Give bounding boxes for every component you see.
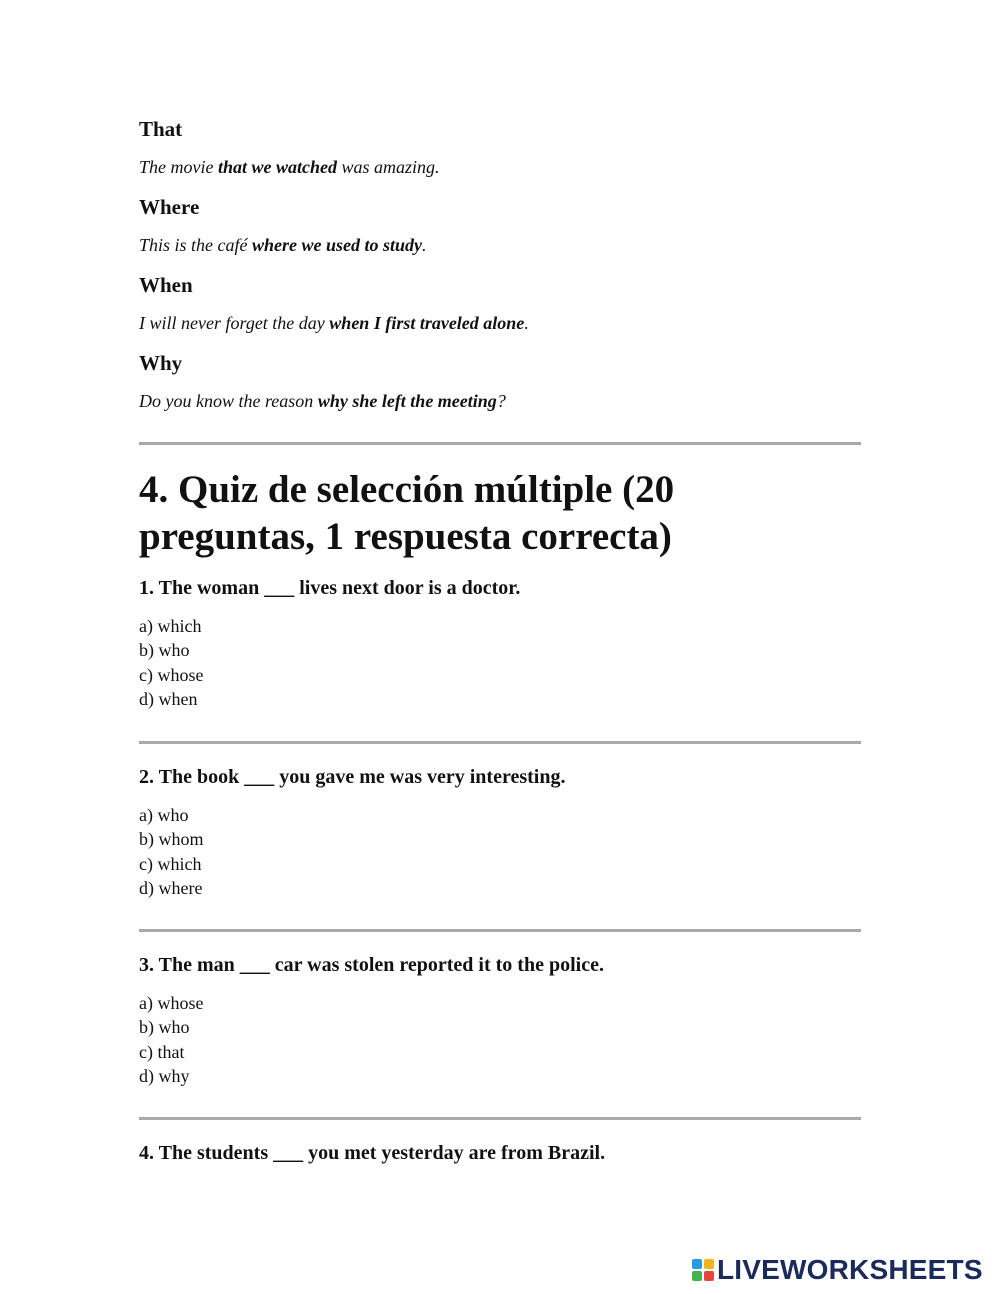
pronoun-block-why bbox=[139, 350, 861, 411]
pronoun-title: Where bbox=[139, 195, 200, 219]
question-text: 1. The woman ___ lives next door is a doctor. bbox=[139, 577, 521, 599]
question-text: 4. The students ___ you met yesterday are from Brazil. bbox=[139, 1142, 606, 1164]
answer-options bbox=[139, 614, 861, 711]
answer-options bbox=[139, 803, 861, 900]
answer-options bbox=[139, 991, 861, 1088]
answer-option[interactable]: c) that bbox=[139, 1041, 185, 1062]
logo-square-icon bbox=[704, 1259, 714, 1269]
answer-option[interactable]: b) who bbox=[139, 640, 190, 661]
answer-option[interactable]: a) whose bbox=[139, 993, 204, 1013]
pronoun-title: Why bbox=[139, 351, 183, 375]
question-text: 3. The man ___ car was stolen reported it to the police. bbox=[139, 954, 604, 976]
pronoun-example: The movie that we watched was amazing. bbox=[139, 157, 440, 177]
answer-option[interactable]: b) whom bbox=[139, 829, 204, 850]
pronoun-example: Do you know the reason why she left the meeting? bbox=[139, 391, 506, 411]
quiz-heading-line1: 4. Quiz de selección múltiple (20 bbox=[139, 468, 675, 511]
answer-option[interactable]: d) when bbox=[139, 688, 198, 709]
question-divider bbox=[139, 1117, 861, 1120]
answer-option[interactable]: d) where bbox=[139, 877, 203, 898]
quiz-question-2 bbox=[139, 765, 861, 900]
quiz-heading bbox=[139, 466, 861, 560]
question-divider bbox=[139, 741, 861, 744]
answer-option[interactable]: a) who bbox=[139, 805, 189, 825]
answer-option[interactable]: c) which bbox=[139, 853, 202, 874]
answer-option[interactable]: a) which bbox=[139, 616, 202, 636]
pronoun-example: This is the café where we used to study. bbox=[139, 235, 427, 255]
question-text: 2. The book ___ you gave me was very interesting. bbox=[139, 766, 566, 788]
section-divider bbox=[139, 442, 861, 445]
logo-square-icon bbox=[704, 1271, 714, 1281]
pronoun-block-that bbox=[139, 116, 861, 177]
answer-option[interactable]: d) why bbox=[139, 1065, 190, 1086]
logo-text: LIVEWORKSHEETS bbox=[717, 1254, 983, 1285]
pronoun-block-where bbox=[139, 194, 861, 255]
logo-square-icon bbox=[692, 1259, 702, 1269]
pronoun-title: That bbox=[139, 117, 183, 141]
logo-square-icon bbox=[692, 1271, 702, 1281]
quiz-heading-line2: preguntas, 1 respuesta correcta) bbox=[139, 515, 672, 558]
pronoun-title: When bbox=[139, 273, 193, 297]
quiz-question-1 bbox=[139, 576, 861, 711]
question-divider bbox=[139, 929, 861, 932]
liveworksheets-logo-icon bbox=[692, 1259, 714, 1281]
pronoun-example: I will never forget the day when I first traveled alone. bbox=[139, 313, 529, 333]
quiz-question-4 bbox=[139, 1141, 861, 1165]
quiz-question-3 bbox=[139, 953, 861, 1088]
answer-option[interactable]: c) whose bbox=[139, 664, 204, 685]
pronoun-block-when bbox=[139, 272, 861, 333]
answer-option[interactable]: b) who bbox=[139, 1017, 190, 1038]
liveworksheets-logo bbox=[692, 1256, 983, 1284]
